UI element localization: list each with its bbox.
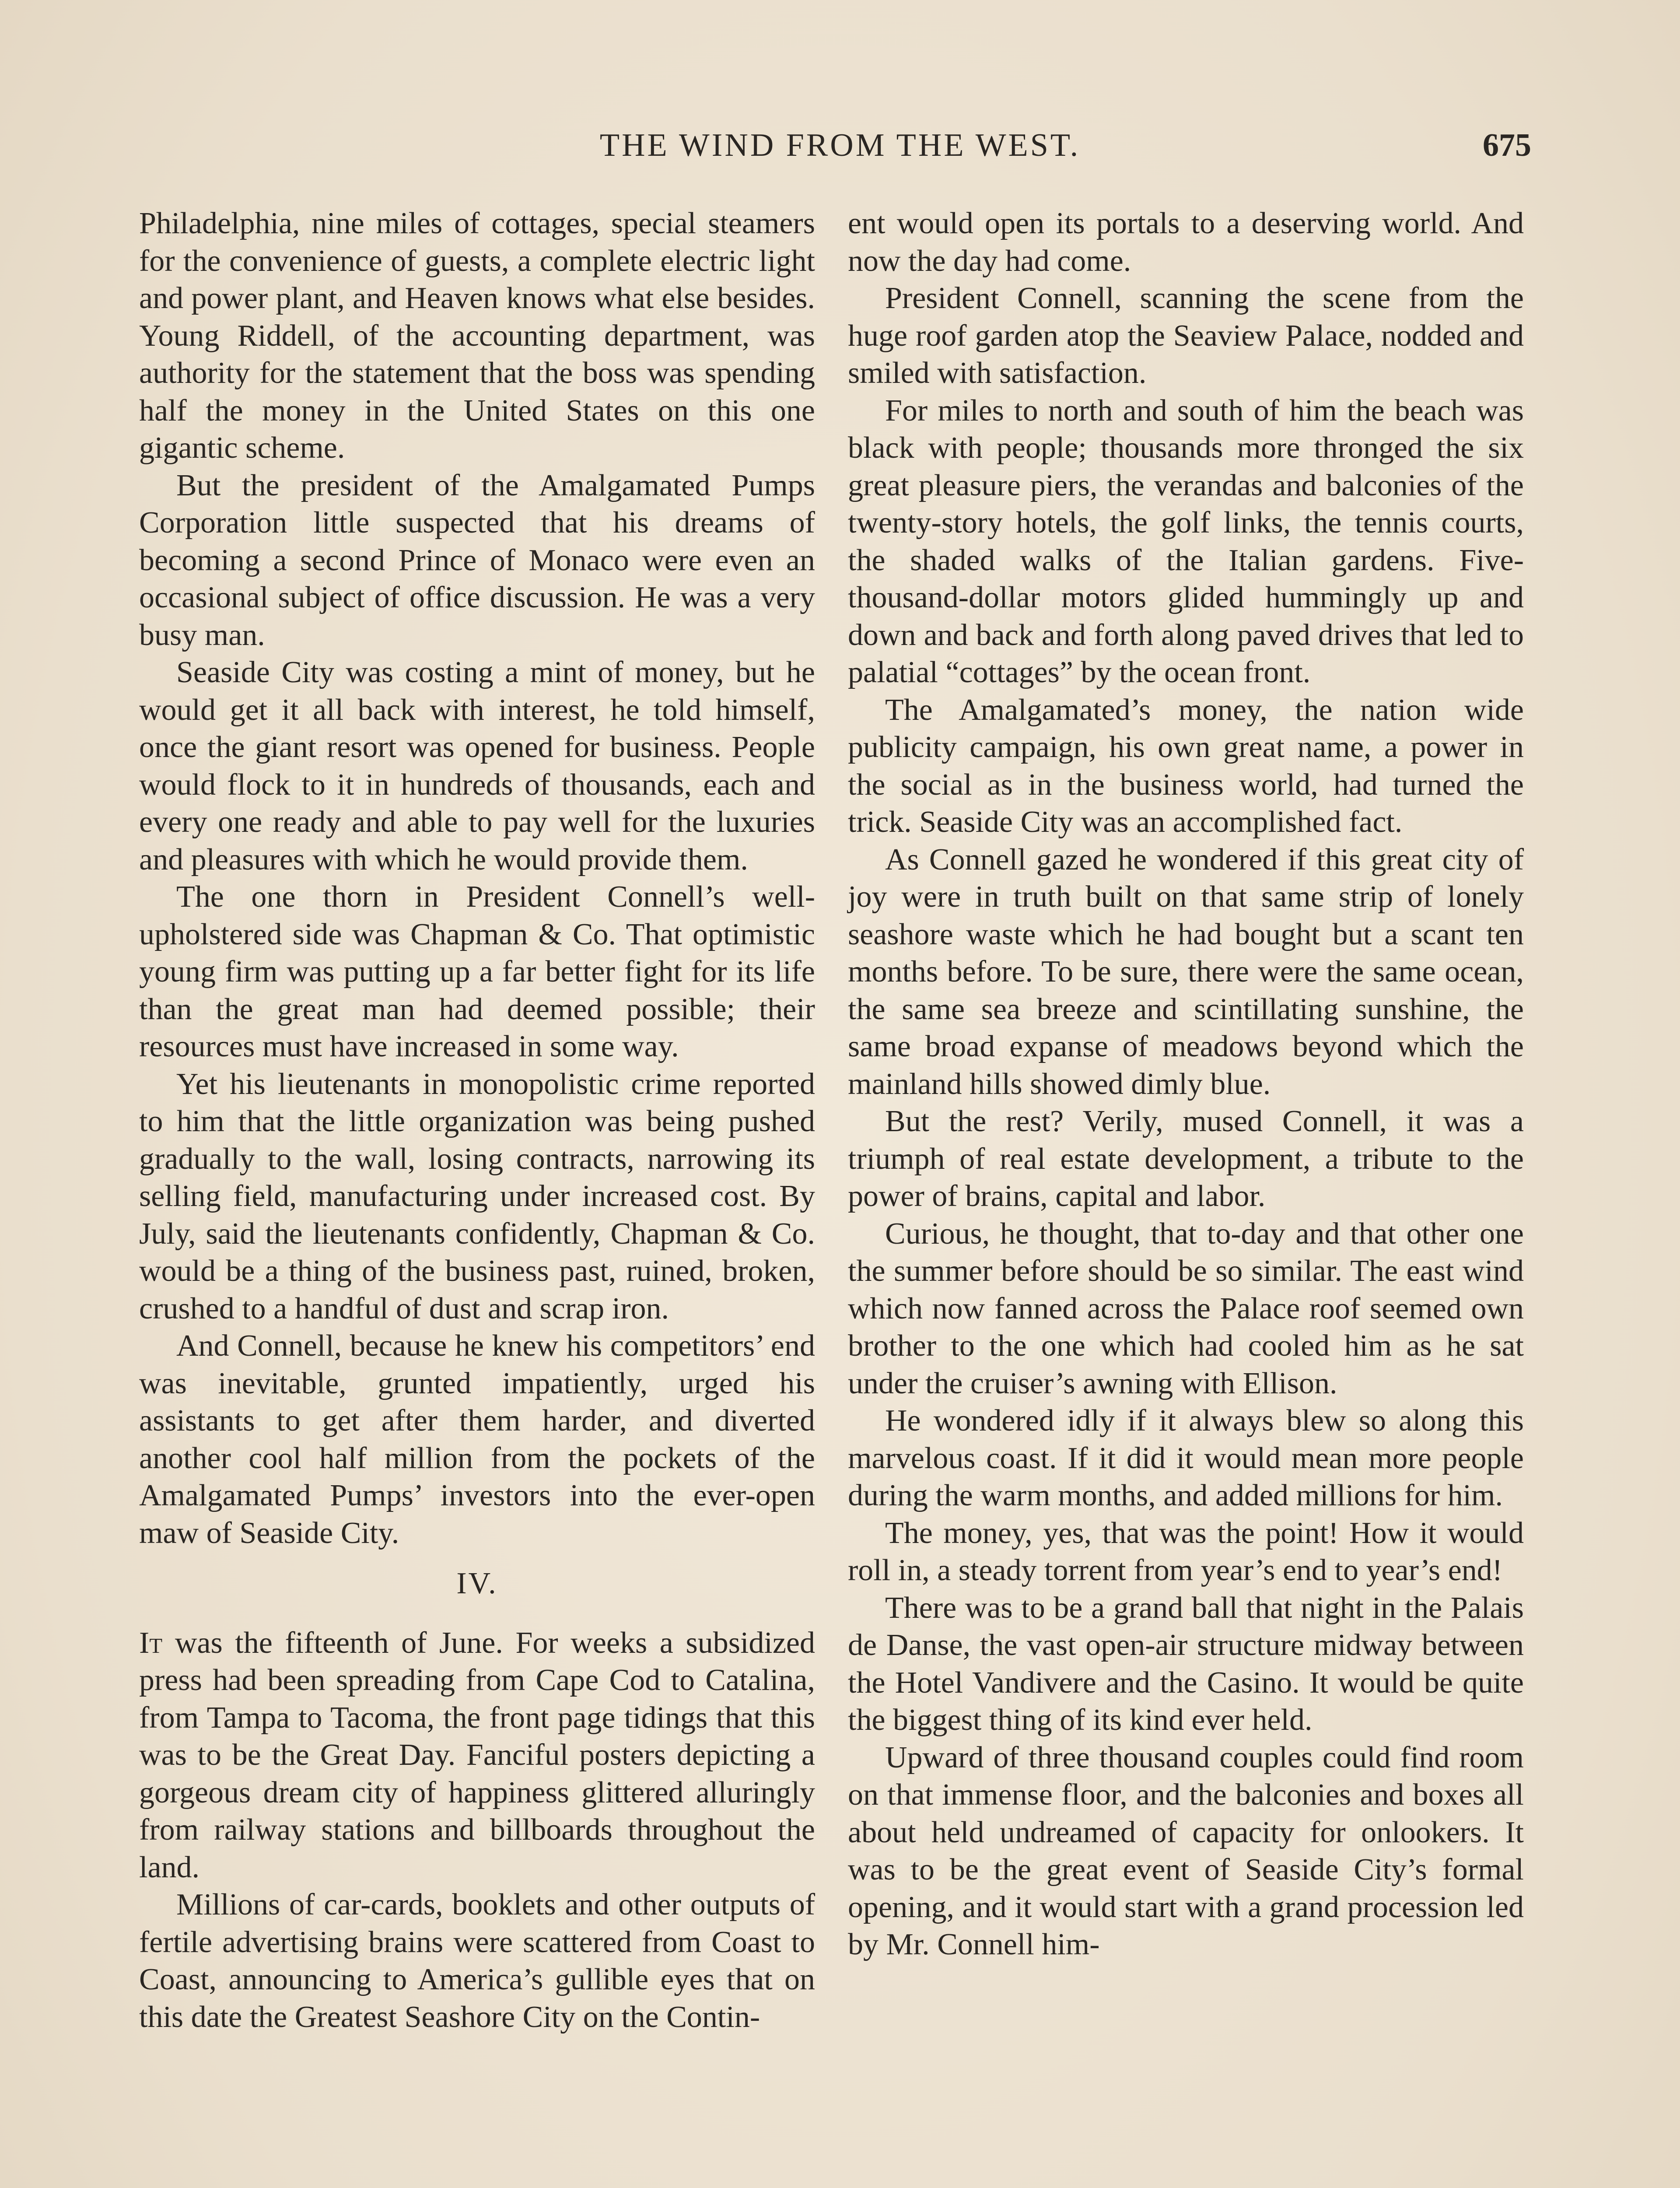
left-column xyxy=(139,205,815,2036)
paragraph: As Connell gazed he wondered if this great city of joy were in truth built on that same strip of lonely seashore waste which he had bought but a scant ten months before. To be sure, there were the same ocean, the same sea breeze and scintillating sunshine, the same broad expanse of meadows beyond which the mainland hills showed dimly blue. xyxy=(848,842,1524,1101)
section-lead-in: It xyxy=(139,1626,163,1660)
paragraph: Curious, he thought, that to-day and that other one the summer before should be so similar. The east wind which now fanned across the Palace roof seemed own brother to the one which had cooled him as he sat under the cruiser’s awning with Ellison. xyxy=(848,1217,1524,1400)
page-number: 675 xyxy=(1483,127,1531,163)
right-column xyxy=(848,205,1524,1964)
paragraph-text: was the fifteenth of June. For weeks a subsidized press had been spreading from Cape Cod to Catalina, from Tampa to Tacoma, the front page tidings that this was to be the Great Day. Fanciful posters depicting a gorgeous dream city of happiness glittered alluringly from railway stations and billboards throughout the land. xyxy=(139,1626,815,1884)
paragraph: The Amalgamated’s money, the nation wide publicity campaign, his own great name, a power in the social as in the business world, had turned the trick. Seaside City was an accomplished fact. xyxy=(848,693,1524,839)
paragraph: For miles to north and south of him the beach was black with people; thousands more thronged the six great pleasure piers, the verandas and balconies of the twenty-story hotels, the golf links, the tennis courts, the shaded walks of the Italian gardens. Five-thousand-dollar motors glided hummingly up and down and back and forth along paved drives that led to palatial “cottages” by the ocean front. xyxy=(848,393,1524,689)
section-opening-paragraph xyxy=(139,1624,815,1886)
paragraph: Philadelphia, nine miles of cottages, special steamers for the convenience of guests, a complete electric light and power plant, and Heaven knows what else besides. Young Riddell, of the accounting department, was authority for the statement that the boss was spending half the money in the United States on this one gigantic scheme. xyxy=(139,207,815,465)
section-heading: IV. xyxy=(456,1567,498,1600)
paragraph: Yet his lieutenants in monopolistic crime reported to him that the little organization was being pushed gradually to the wall, losing contracts, narrowing its selling field, manufacturing under increased cost. By July, said the lieutenants confidently, Chapman & Co. would be a thing of the business past, ruined, broken, crushed to a handful of dust and scrap iron. xyxy=(139,1067,815,1325)
paragraph: But the rest? Verily, mused Connell, it was a triumph of real estate development, a tribute to the power of brains, capital and labor. xyxy=(848,1105,1524,1213)
paragraph: The one thorn in President Connell’s well-upholstered side was Chapman & Co. That optimistic young firm was putting up a far better fight for its life than the great man had deemed possible; their resources must have increased in some way. xyxy=(139,880,815,1063)
running-title: THE WIND FROM THE WEST. xyxy=(599,127,1081,163)
paragraph: He wondered idly if it always blew so along this marvelous coast. If it did it would mean more people during the warm months, and added millions for him. xyxy=(848,1404,1524,1512)
paragraph: President Connell, scanning the scene from the huge roof garden atop the Seaview Palace, nodded and smiled with satisfaction. xyxy=(848,281,1524,390)
paragraph: ent would open its portals to a deserving world. And now the day had come. xyxy=(848,207,1524,278)
paragraph: Millions of car-cards, booklets and other outputs of fertile advertising brains were scattered from Coast to Coast, announcing to America’s gullible eyes that on this date the Greatest Seashore City on the Contin- xyxy=(139,1888,815,2034)
paragraph: The money, yes, that was the point! How it would roll in, a steady torrent from year’s end to year’s end! xyxy=(848,1516,1524,1587)
paragraph: Seaside City was costing a mint of money, but he would get it all back with interest, he told himself, once the giant resort was opened for business. People would flock to it in hundreds of thousands, each and every one ready and able to pay well for the luxuries and pleasures with which he would provide them. xyxy=(139,656,815,877)
paragraph: And Connell, because he knew his competitors’ end was inevitable, grunted impatiently, urged his assistants to get after them harder, and diverted another cool half million from the pockets of the Amalgamated Pumps’ investors into the ever-open maw of Seaside City. xyxy=(139,1329,815,1550)
paragraph: Upward of three thousand couples could find room on that immense floor, and the balconies and boxes all about held undreamed of capacity for onlookers. It was to be the great event of Seaside City’s formal opening, and it would start with a grand procession led by Mr. Connell him- xyxy=(848,1740,1524,1961)
page-header xyxy=(140,127,1540,184)
paragraph: There was to be a grand ball that night in the Palais de Danse, the vast open-air structure midway between the Hotel Vandivere and the Casino. It would be quite the biggest thing of its kind ever held. xyxy=(848,1591,1524,1737)
paragraph: But the president of the Amalgamated Pumps Corporation little suspected that his dreams of becoming a second Prince of Monaco were even an occasional subject of office discussion. He was a very busy man. xyxy=(139,468,815,652)
